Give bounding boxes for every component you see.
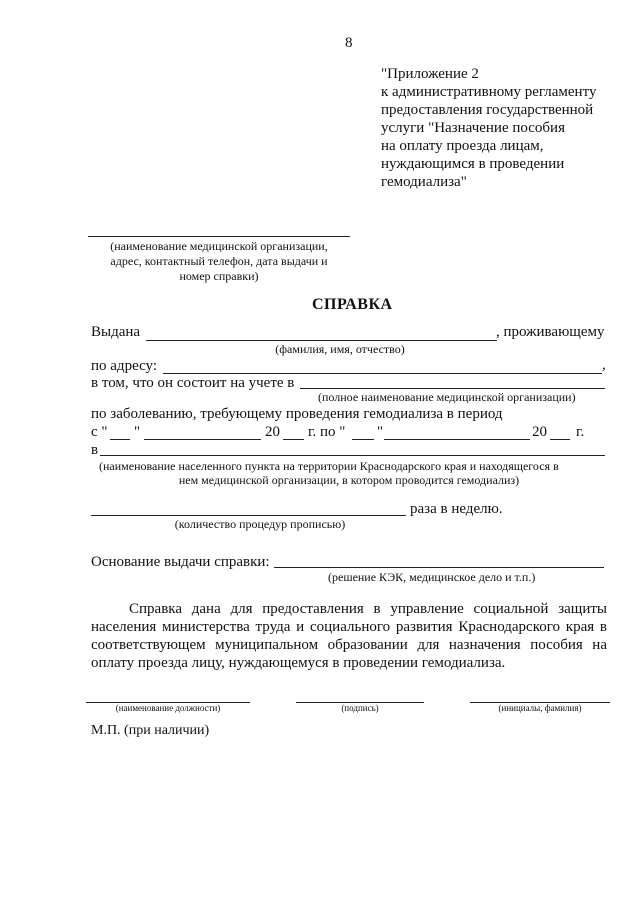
per-week-label: раза в неделю. <box>410 501 503 517</box>
year-suffix: г. по " <box>308 424 346 440</box>
address-end: , <box>602 357 606 373</box>
disease-text: по заболеванию, требующему проведения гемодиализа в период <box>91 406 503 422</box>
settlement-caption: (наименование населенного пункта на территории Краснодарского края и находящегося в <box>99 459 559 473</box>
page-number: 8 <box>345 35 353 51</box>
quote-close: " <box>377 424 384 440</box>
issued-label: Выдана <box>91 324 141 340</box>
appendix-line: нуждающимся в проведении <box>381 156 565 172</box>
org-line[interactable] <box>88 236 350 237</box>
month-from-field[interactable] <box>144 439 261 440</box>
registered-label: в том, что он состоит на учете в <box>91 375 295 391</box>
procedures-caption: (количество процедур прописью) <box>174 517 346 531</box>
address-label: по адресу: <box>91 358 158 374</box>
quote-close: " <box>134 424 141 440</box>
appendix-line: гемодиализа" <box>381 174 467 190</box>
year-prefix: 20 <box>265 424 280 440</box>
stamp-note: М.П. (при наличии) <box>91 723 210 738</box>
position-caption: (наименование должности) <box>115 703 221 713</box>
basis-caption: (решение КЭК, медицинское дело и т.п.) <box>328 570 536 584</box>
year-to-field[interactable] <box>550 439 570 440</box>
signature-caption: (подпись) <box>341 703 379 713</box>
day-from-field[interactable] <box>110 439 130 440</box>
medical-org-field[interactable] <box>300 388 605 389</box>
org-caption-line: номер справки) <box>179 269 259 283</box>
basis-field[interactable] <box>274 567 604 568</box>
year-from-field[interactable] <box>283 439 304 440</box>
appendix-line: "Приложение 2 <box>381 66 479 82</box>
appendix-line: к административному регламенту <box>381 84 597 100</box>
year-suffix: г. <box>576 424 585 440</box>
appendix-block <box>381 65 596 191</box>
procedures-count-field[interactable] <box>91 515 406 516</box>
month-to-field[interactable] <box>384 439 530 440</box>
org-name-caption: (полное наименование медицинской организации) <box>318 390 576 404</box>
org-caption-line: адрес, контактный телефон, дата выдачи и <box>110 254 328 268</box>
certificate-paragraph: Справка дана для предоставления в управление социальной защиты населения министерства труда и социального развития Краснодарского края в соответствующем муниципальном образовании для назначения пособия на оплату проезда лицу, нуждающемуся в проведении гемодиализа. <box>91 601 607 671</box>
residing-label: , проживающему <box>496 324 605 340</box>
settlement-field[interactable] <box>100 455 605 456</box>
basis-label: Основание выдачи справки: <box>91 554 270 570</box>
appendix-line: на оплату проезда лицам, <box>381 138 544 154</box>
in-label: в <box>91 442 99 458</box>
period-from: с " <box>91 424 108 440</box>
document-title: СПРАВКА <box>312 296 393 313</box>
name-caption: (фамилия, имя, отчество) <box>275 342 405 356</box>
org-caption-line: (наименование медицинской организации, <box>110 239 328 253</box>
day-to-field[interactable] <box>352 439 374 440</box>
org-caption <box>88 239 350 284</box>
initials-caption: (инициалы, фамилия) <box>498 703 582 713</box>
appendix-line: услуги "Назначение пособия <box>381 120 565 136</box>
settlement-caption: нем медицинской организации, в котором проводится гемодиализ) <box>178 473 520 487</box>
year-prefix: 20 <box>532 424 547 440</box>
fullname-field[interactable] <box>146 340 497 341</box>
appendix-line: предоставления государственной <box>381 102 594 118</box>
